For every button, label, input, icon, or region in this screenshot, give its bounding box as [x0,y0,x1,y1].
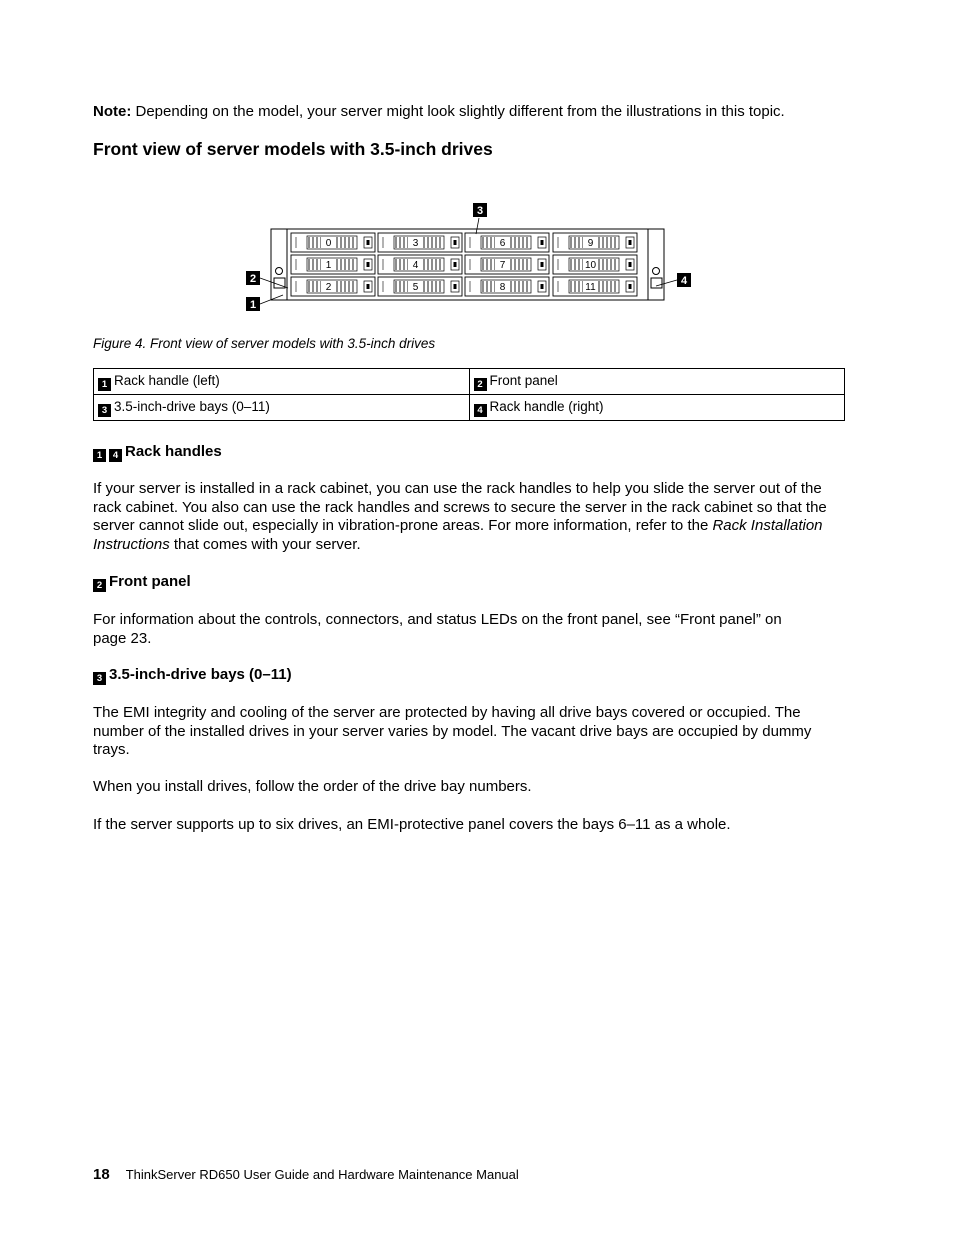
rack-handles-heading [93,443,222,462]
callout-badge: 2 [93,579,106,592]
page-number: 18 [93,1166,110,1183]
table-row [94,369,845,395]
drive-bay [291,233,375,252]
drive-bay [553,255,637,274]
legend-label: Rack handle (left) [114,372,220,388]
drive-bay [465,277,549,296]
figure-caption: Figure 4. Front view of server models with 3.5-inch drives [93,336,436,351]
callout-badge: 3 [98,404,111,417]
legend-label: Front panel [489,372,558,388]
callout-badge: 4 [109,449,122,462]
drive-bay [465,233,549,252]
front-panel-heading [93,573,191,592]
callout-2: 2 [249,273,257,285]
front-panel-title: Front panel [109,573,191,590]
rack-handles-body [93,480,841,554]
figure-callouts [246,203,691,311]
drive-bays-title: 3.5-inch-drive bays (0–11) [109,666,292,683]
legend-label: Rack handle (right) [489,398,604,414]
legend-label: 3.5-inch-drive bays (0–11) [114,398,270,414]
drive-bay-number: 11 [585,282,596,293]
callout-badge: 2 [474,378,487,391]
drive-bays-body-1: The EMI integrity and cooling of the server are protected by having all drive bays covered or occupied. The number of the installed drives in your server varies by model. The vacant drive bays are occupied by dummy trays. [93,704,812,758]
page-footer [93,1166,519,1183]
callout-badge: 1 [93,449,106,462]
front-panel-body: For information about the controls, connectors, and status LEDs on the front panel, see “Front panel” on page 23. [93,611,782,647]
drive-bay-number: 4 [412,260,419,271]
server-front-illustration [243,198,703,318]
drive-bay-number: 0 [325,238,332,249]
drive-bay-number: 1 [325,260,332,271]
legend-cell [94,395,470,421]
table-row [94,395,845,421]
drive-bay-number: 9 [587,238,594,249]
body-text: that comes with your server. [169,535,361,553]
drive-bay [553,233,637,252]
rack-installation-title: Rack Installation Instructions [93,517,823,553]
figure-legend-table [93,368,845,421]
drive-bay [378,233,462,252]
drive-bay-number: 7 [499,260,506,271]
section-title: Front view of server models with 3.5-inch drives [93,139,493,159]
drive-bay [378,255,462,274]
drive-bay-number: 5 [412,282,419,293]
footer-title: ThinkServer RD650 User Guide and Hardware Maintenance Manual [125,1167,519,1182]
callout-3: 3 [476,205,484,217]
note [93,102,883,121]
note-label: Note: [93,103,132,120]
drive-bays-heading [93,666,292,685]
drive-bay-number: 3 [412,238,419,249]
drive-bay [291,255,375,274]
legend-cell [94,369,470,395]
callout-badge: 3 [93,672,106,685]
drive-bay [553,277,637,296]
drive-bay [465,255,549,274]
drive-bay-number: 2 [325,282,332,293]
rack-handles-title: Rack handles [125,443,222,460]
callout-badge: 4 [474,404,487,417]
callout-badge: 1 [98,378,111,391]
note-text: Depending on the model, your server might look slightly different from the illustrations in this topic. [135,103,785,120]
drive-bay-number: 8 [499,282,506,293]
body-text: If your server is installed in a rack cabinet, you can use the rack handles to help you slide the server out of the rack cabinet. You also can use the rack handles and screws to secure the server in the rack cabinet so that the server cannot slide out, especially in vibration-prone areas. For more information, refer to the [93,480,827,534]
drive-bays-body-2: When you install drives, follow the order of the drive bay numbers. [93,778,532,795]
drive-bays [291,233,637,296]
legend-cell [469,369,845,395]
drive-bay-number: 6 [499,238,506,249]
legend-cell [469,395,845,421]
drive-bay-number: 10 [584,260,597,271]
callout-1: 1 [249,299,257,311]
drive-bay [378,277,462,296]
callout-4: 4 [680,275,688,287]
drive-bays-body-3: If the server supports up to six drives, an EMI-protective panel covers the bays 6–11 as a whole. [93,816,731,833]
drive-bay [291,277,375,296]
